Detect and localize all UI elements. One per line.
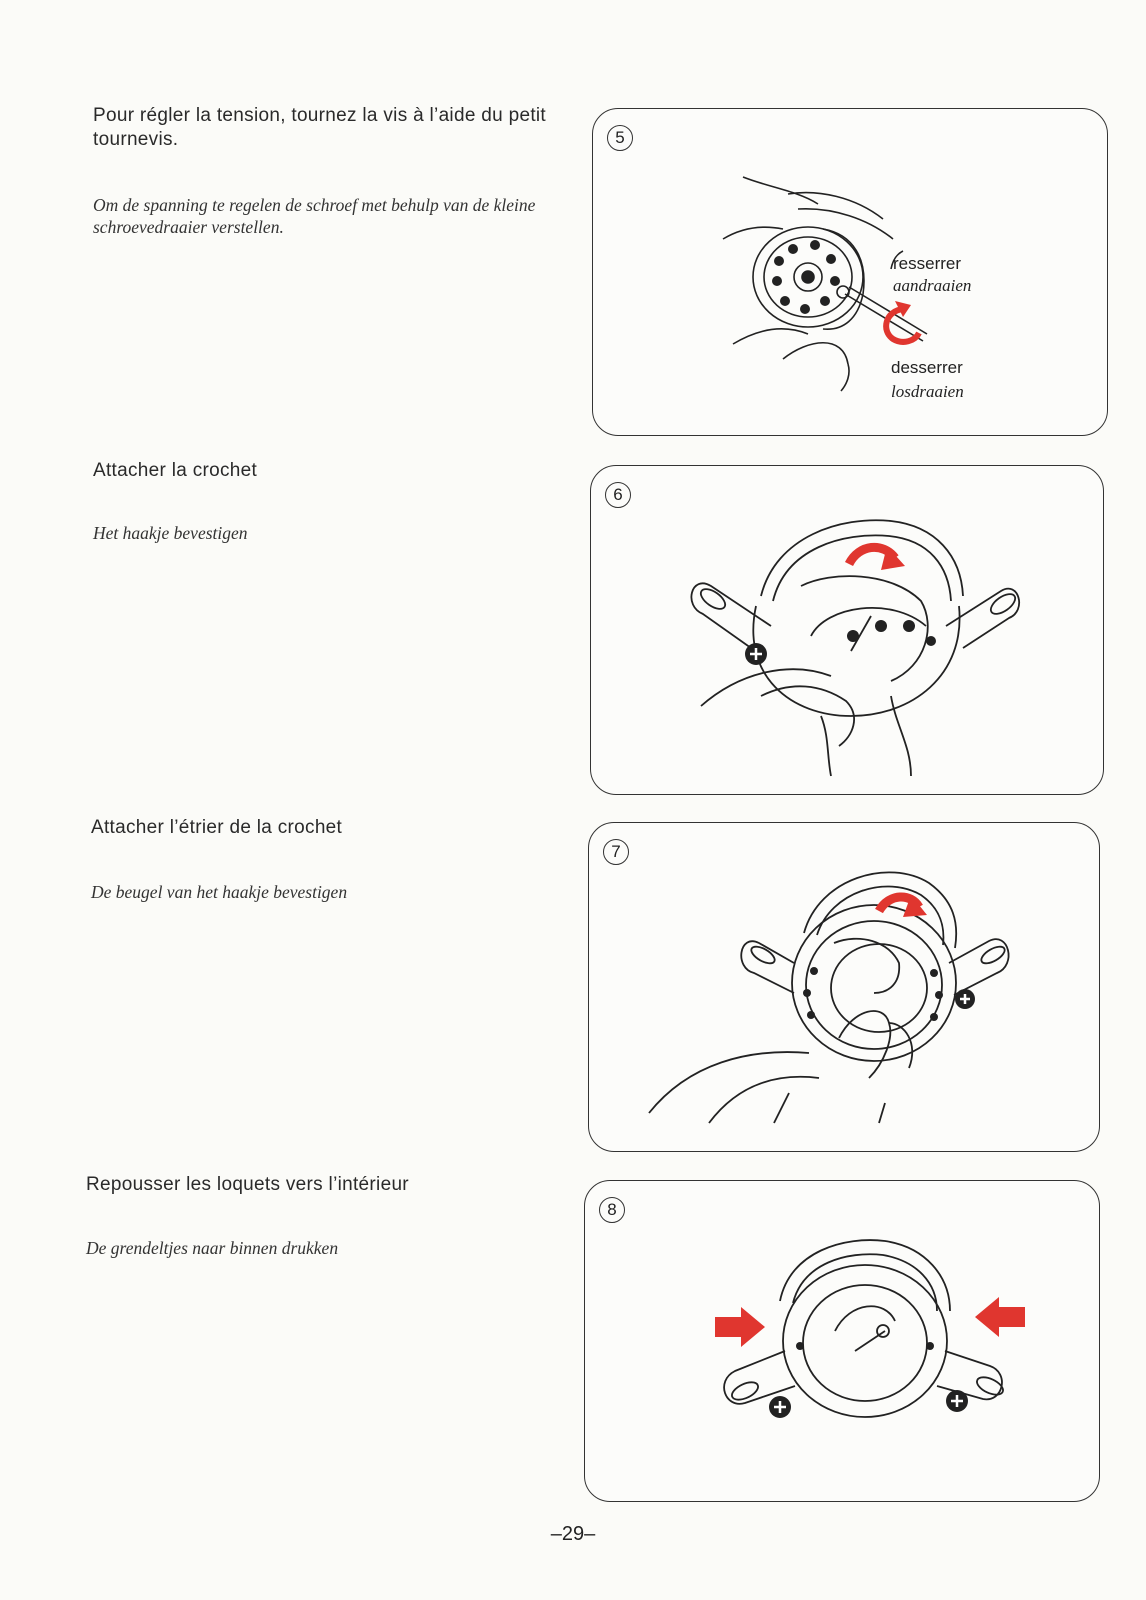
step-5-instruction-nl: Om de spanning te regelen de schroef met behulp van de kleine schroevedraaier verstellen. (93, 195, 536, 237)
step-5-instruction-fr: Pour régler la tension, tournez la vis à l’aide du petit tournevis. (93, 105, 546, 150)
step-number-7: 7 (603, 839, 629, 865)
tighten-label-fr: resserrer (893, 254, 962, 273)
step-number-6: 6 (605, 482, 631, 508)
tighten-label-nl: aandraaien (893, 276, 972, 295)
bobbin-case-tension-illustration (593, 109, 1109, 437)
step-6-instruction-fr: Attacher la crochet (93, 460, 258, 481)
illustration-panel-5 (592, 108, 1108, 436)
step-7-instruction-fr: Attacher l’étrier de la crochet (91, 817, 343, 838)
loosen-label-nl: losdraaien (891, 382, 964, 401)
latch-push-illustration (585, 1181, 1101, 1503)
illustration-panel-7 (588, 822, 1100, 1152)
page-number: –29– (550, 1523, 596, 1545)
loosen-label-fr: desserrer (891, 358, 963, 377)
step-6-instruction-nl: Het haakje bevestigen (93, 523, 248, 543)
step-number-5: 5 (607, 125, 633, 151)
step-7-instruction-nl: De beugel van het haakje bevestigen (91, 882, 348, 902)
illustration-panel-8 (584, 1180, 1100, 1502)
hook-attach-illustration (591, 466, 1105, 796)
step-8-instruction-nl: De grendeltjes naar binnen drukken (86, 1238, 339, 1258)
hook-bracket-illustration (589, 823, 1101, 1153)
illustration-panel-6 (590, 465, 1104, 795)
step-8-instruction-fr: Repousser les loquets vers l’intérieur (86, 1174, 409, 1195)
step-number-8: 8 (599, 1197, 625, 1223)
